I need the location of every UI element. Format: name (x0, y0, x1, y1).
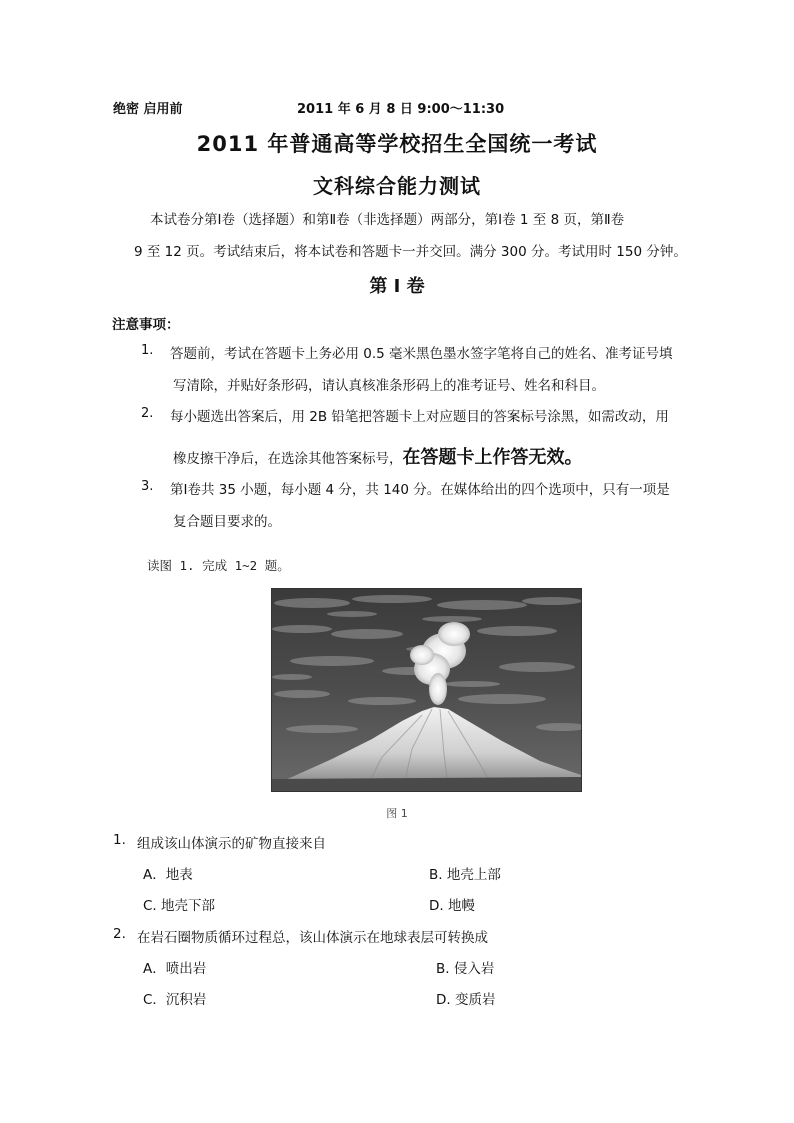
question-2-option-b: B. 侵入岩 (436, 961, 495, 977)
question-1-option-d: D. 地幔 (429, 898, 475, 914)
question-2-option-c: C．沉积岩 (143, 992, 207, 1008)
exam-title: 2011 年普通高等学校招生全国统一考试 (196, 132, 598, 156)
figure-instruction: 读图 1. 完成 1~2 题。 (147, 558, 290, 573)
question-number: 1. (113, 832, 126, 848)
question-1-option-b: B. 地壳上部 (429, 867, 501, 883)
question-2-option-d: D. 变质岩 (436, 992, 496, 1008)
notes-heading: 注意事项： (112, 317, 180, 333)
exam-datetime: 2011 年 6 月 8 日 9:00～11:30 (297, 102, 505, 117)
volcano-figure (271, 588, 582, 792)
note-2-line-1: 每小题选出答案后，用 2B 铅笔把答题卡上对应题目的答案标号涂黑，如需改动，用 (170, 409, 669, 425)
volume-title: 第 I 卷 (369, 276, 425, 297)
note-number: 1. (141, 343, 154, 358)
note-2-line-2-text: 橡皮擦干净后，在选涂其他答案标号， (173, 451, 403, 467)
question-number: 2. (113, 926, 126, 942)
intro-line-1: 本试卷分第Ⅰ卷（选择题）和第Ⅱ卷（非选择题）两部分，第Ⅰ卷 1 至 8 页，第Ⅱ卷 (150, 212, 625, 228)
note-2-line-2 (173, 443, 583, 469)
note-3-line-2: 复合题目要求的。 (173, 514, 281, 530)
exam-subtitle: 文科综合能力测试 (313, 174, 481, 198)
confidential-label: 绝密 启用前 (113, 102, 183, 117)
question-1-stem: 组成该山体演示的矿物直接来自 (137, 836, 326, 852)
volcano-photo (272, 589, 581, 791)
question-2-option-a: A．喷出岩 (143, 961, 207, 977)
note-2-emphasis: 在答题卡上作答无效。 (402, 447, 583, 468)
question-1-option-c: C. 地壳下部 (143, 898, 216, 914)
intro-line-2: 9 至 12 页。考试结束后，将本试卷和答题卡一并交回。满分 300 分。考试用时 150 分钟。 (134, 244, 687, 260)
figure-caption: 图 1 (386, 807, 408, 820)
note-1-line-2: 写清除，并贴好条形码，请认真核准条形码上的准考证号、姓名和科目。 (173, 378, 605, 394)
question-2-stem: 在岩石圈物质循环过程总，该山体演示在地球表层可转换成 (137, 930, 488, 946)
note-1-line-1: 答题前，考试在答题卡上务必用 0.5 毫米黑色墨水签字笔将自己的姓名、准考证号填 (170, 346, 673, 362)
note-number: 2. (141, 406, 154, 421)
note-number: 3. (141, 479, 154, 494)
note-3-line-1: 第Ⅰ卷共 35 小题，每小题 4 分，共 140 分。在媒体给出的四个选项中，只有一项是 (170, 482, 670, 498)
question-1-option-a: A．地表 (143, 867, 193, 883)
